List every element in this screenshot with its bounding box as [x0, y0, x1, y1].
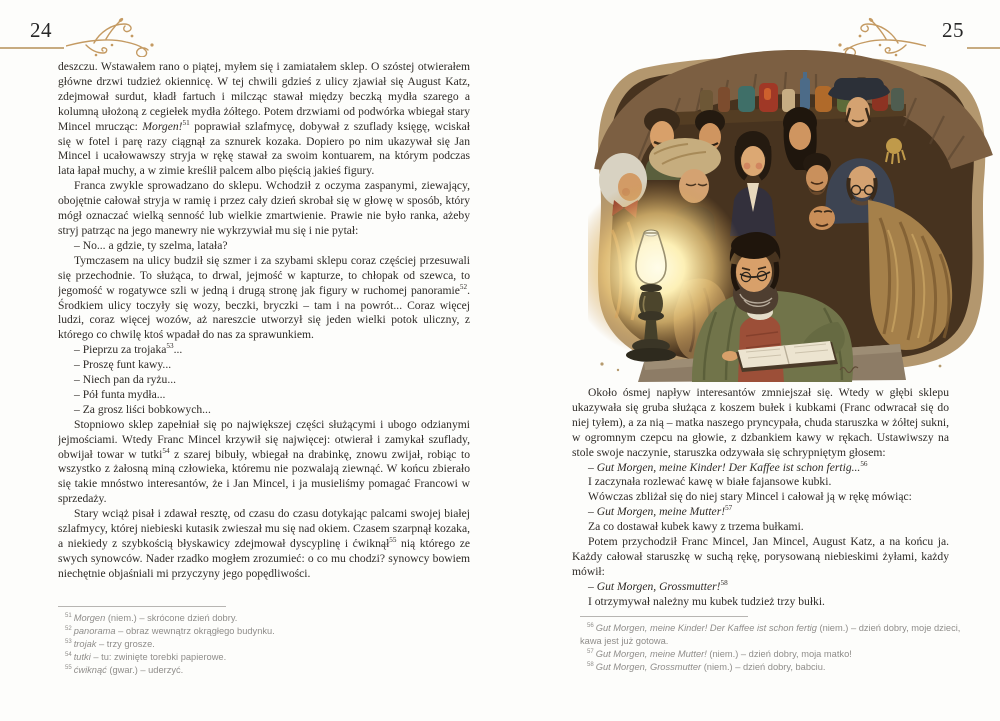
paragraph: I zaczynała rozlewać kawę w białe fajansowe kubki. — [588, 475, 832, 489]
paragraph: I otrzymywał należny mu kubek tudzież trzy bułki. — [588, 594, 825, 608]
footnote: $^{55}$ ćwiknąć (gwar.) – uderzyć. — [65, 665, 184, 676]
footnote-rule-left — [58, 606, 226, 607]
header-rule-left — [0, 47, 64, 49]
footnote: $^{53}$ trojak – trzy grosze. — [65, 639, 155, 650]
right-page-text — [572, 386, 949, 610]
paragraph: – No... a gdzie, ty szelma, latała? — [74, 238, 228, 252]
paragraph: Franca zwykle sprowadzano do sklepu. Wchodził z oczyma zaspanymi, ziewający, obojętnie całował stryja w ramię i przez cały dzień skrobał się w głowę w sposób, który mógł oznaczać wielką senność lub wielkie zmartwienie. Prawie nie było ranka, ażeby stryj patrząc na jego manewry nie wykrzywiał mu się i nie pytał: — [58, 179, 470, 237]
paragraph: Stopniowo sklep zapełniał się po największej części służącymi i ubogo odzianymi jejmościami. Wtedy Franc Mincel krzywił się najwięcej: otwierał i zamykał szuflady, obwijał towar w tutki$^{54}$ z szarej bibuły, wbiegał na drabinkę, znowu zwijał, robiąc to wszystko z żałosną miną człowieka, któremu nie pozwalają ziewnąć. W końcu zbierało się takie mnóstwo interesantów, że i Jan Mincel, i ja musieliśmy pomagać Francowi w sprzedaży. — [58, 417, 470, 506]
shop-illustration — [588, 50, 994, 384]
paragraph: deszczu. Wstawałem rano o piątej, myłem się i zamiatałem sklep. O szóstej otwierałem główne drzwi tudzież okiennicę. W tej chwili gdzieś z ulicy zjawiał się August Katz, zdejmował surdut, kładł fartuch i milcząc stawał między beczką mydła szarego a kolumną ułożoną z cegiełek mydła żółtego. Potem drzwiami od podwórka wbiegał stary Mincel mrucząc: Morgen!$^{51}$ poprawiał szlafmycę, dobywał z szuflady księgę, wciskał się w fotel i parę razy ciągnął za sznurek kozaka. Dopiero po nim ukazywał się Jan Mincel i ucałowawszy stryja w rękę stawał za swoim kontuarem, na którym podczas lata łapał muchy, a w zimie kreślił palcem albo pięścią jakieś figury. — [58, 60, 470, 178]
paragraph: – Za grosz liści bobkowych... — [74, 402, 211, 416]
footnote: $^{58}$ Gut Morgen, Grossmutter (niem.) – dzień dobry, babciu. — [587, 662, 826, 673]
paragraph: – Pół funta mydła... — [74, 387, 166, 401]
footnote-rule-right — [580, 616, 748, 617]
footnote: $^{57}$ Gut Morgen, meine Mutter! (niem.) – dzień dobry, moja matko! — [587, 649, 852, 660]
footnote-number: 53 — [65, 639, 72, 646]
paragraph: Za co dostawał kubek kawy z trzema bułkami. — [588, 520, 804, 534]
paragraph: Stary wciąż pisał i zdawał resztę, od czasu do czasu dotykając palcami swojej białej szlafmycy, której niebieski kutasik zwieszał mu się nad okiem. Czasem szarpnął kozaka, a niekiedy z szybkością błyskawicy zdejmował dyscyplinę i ćwiknął$^{55}$ nią którego ze swych synowców. Nader rzadko mogłem zrozumieć: o co mu chodzi? synowcy bowiem niechętnie objaśniali mi przyczyny jego popędliwości. — [58, 507, 470, 580]
paragraph: Około ósmej napływ interesantów zmniejszał się. Wtedy w głębi sklepu ukazywała się gruba służąca z koszem bułek i kubkami (Franc odwracał się do niej tyłem), a za nią – matka naszego pryncypała, chuda staruszka w żółtej sukni, w ogromnym czepcu na głowie, z dzbankiem kawy w rękach. Ustawiwszy na stole swoje naczynie, staruszka odzywała się schrypniętym głosem: — [572, 386, 949, 459]
paragraph: – Gut Morgen, Grossmutter!$^{58}$ — [588, 578, 728, 593]
footnote-number: 55 — [65, 665, 72, 672]
header-rule-right — [967, 47, 1000, 49]
page-number-left: 24 — [30, 18, 52, 42]
footnote-number: 51 — [65, 612, 72, 619]
right-page-footnotes — [580, 622, 976, 674]
page-number-right: 25 — [942, 18, 964, 42]
paragraph: Potem przychodził Franc Mincel, Jan Mincel, August Katz, a na końcu ja. Każdy całował staruszkę w suchą rękę, porysowaną niebieskimi żyłami, każdy mówił: — [572, 535, 949, 578]
footnote: $^{51}$ Morgen (niem.) – skrócone dzień dobry. — [65, 612, 238, 623]
footnote: $^{52}$ panorama – obraz wewnątrz okrągłego budynku. — [65, 626, 275, 637]
paragraph: – Gut Morgen, meine Kinder! Der Kaffee ist schon fertig...$^{56}$ — [588, 459, 868, 474]
footnote-number: 57 — [587, 649, 594, 656]
paragraph: – Gut Morgen, meine Mutter!$^{57}$ — [588, 504, 733, 519]
footnote-number: 56 — [587, 622, 594, 629]
left-page-text — [58, 60, 470, 582]
paragraph: – Pieprzu za trojaka$^{53}$... — [74, 342, 183, 357]
footnote: $^{54}$ tutki – tu: zwinięte torebki papierowe. — [65, 652, 227, 663]
paragraph: – Proszę funt kawy... — [74, 358, 172, 372]
paragraph: – Niech pan da ryżu... — [74, 373, 177, 387]
paragraph: Tymczasem na ulicy budził się szmer i za szybami sklepu coraz częściej przesuwali się przechodnie. To służąca, to drwal, jejmość w kapturze, to chłopak od szewca, to jegomość w rogatywce szli w jedną i drugą stronę jak figury w ruchomej panoramie$^{52}$. Środkiem ulicy toczyły się wozy, beczki, bryczki – tam i na powrót... Coraz więcej ludzi, coraz więcej wozów, aż nareszcie utworzył się jeden wielki potok uliczny, z którego co chwilę ktoś wpadał do nas za sprawunkiem. — [58, 253, 470, 342]
footnote-number: 54 — [65, 652, 72, 659]
flourish-ornament-left — [66, 15, 158, 57]
footnote-number: 52 — [65, 626, 72, 632]
footnote-number: 58 — [587, 662, 594, 669]
left-page-footnotes — [58, 612, 462, 677]
paragraph: Wówczas zbliżał się do niej stary Mincel i całował ją w rękę mówiąc: — [588, 490, 912, 504]
shop-illustration-svg — [588, 50, 994, 384]
footnote: $^{56}$ Gut Morgen, meine Kinder! Der Kaffee ist schon fertig (niem.) – dzień dobry, moje dzieci, kawa jest już gotowa. — [580, 622, 961, 647]
